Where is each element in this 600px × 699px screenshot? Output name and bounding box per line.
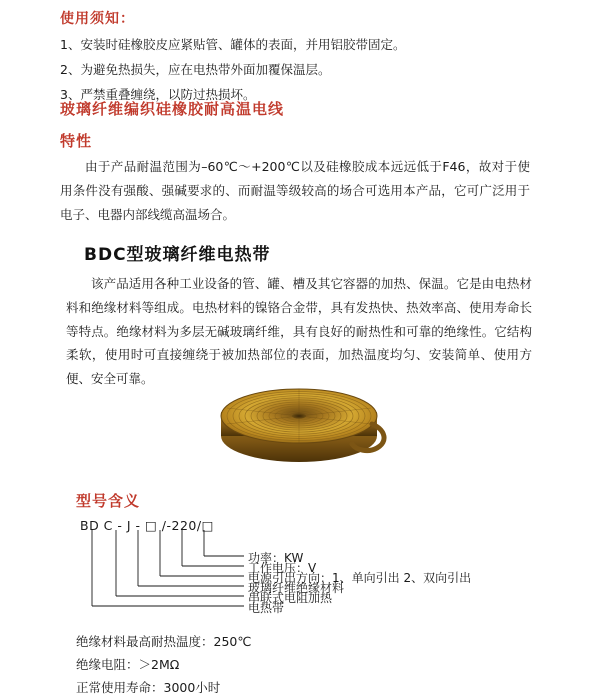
notice-item: 1、安装时硅橡胶皮应紧贴管、罐体的表面，并用铝胶带固定。 — [60, 37, 406, 52]
model-meaning-title: 型号含义 — [76, 492, 141, 510]
model-legend-power: 功率：KW — [248, 551, 304, 565]
notice-title: 使用须知： — [60, 11, 135, 27]
model-code-text: BD C - J - □ /-220/□ — [80, 518, 214, 533]
model-legend-voltage: 工作电压：V — [248, 561, 317, 575]
spec-list — [76, 630, 251, 699]
notice-list — [60, 32, 540, 107]
model-legend-insulation: 玻璃纤维绝缘材料 — [248, 581, 345, 595]
spec-item: 正常使用寿命：3000小时 — [76, 680, 221, 696]
feature-paragraph: 由于产品耐温范围为–60℃～+200℃以及硅橡胶成本远远低于F46，故对于使用条件没有强酸、强碱要求的、而耐温等级较高的场合可选用本产品，它可广泛用于电子、电器内部线缆高温场合。 — [60, 159, 530, 222]
model-legend-heating-tape: 电热带 — [248, 601, 285, 615]
bdc-paragraph: 该产品适用各种工业设备的管、罐、槽及其它容器的加热、保温。它是由电热材料和绝缘材料等组成。电热材料的镍铬合金带，具有发热快、热效率高、使用寿命长等特点。绝缘材料为多层无碱玻璃纤维，具有良好的耐热性和可靠的绝缘性。它结构柔软，使用时可直接缠绕于被加热部位的表面，加热温度均匀、安装简单、使用方便、安全可靠。 — [66, 276, 532, 386]
product-image — [196, 372, 406, 482]
fiberglass-section-title: 玻璃纤维编织硅橡胶耐高温电线 — [60, 100, 285, 118]
spec-item: 绝缘材料最高耐热温度：250℃ — [76, 634, 252, 649]
model-legend-lead-direction: 电源引出方向：1、单向引出 2、双向引出 — [248, 571, 472, 585]
bdc-section-title: BDC型玻璃纤维电热带 — [84, 245, 271, 265]
notice-item: 3、严禁重叠缠绕，以防过热损坏。 — [60, 87, 256, 102]
notice-item: 2、为避免热损失，应在电热带外面加覆保温层。 — [60, 62, 331, 77]
spec-item: 绝缘电阻：＞2MΩ — [76, 657, 180, 673]
model-legend-series-resistance: 串联式电阻加热 — [248, 591, 333, 605]
feature-heading: 特性 — [60, 132, 93, 150]
heating-tape-coil-illustration — [196, 372, 406, 476]
